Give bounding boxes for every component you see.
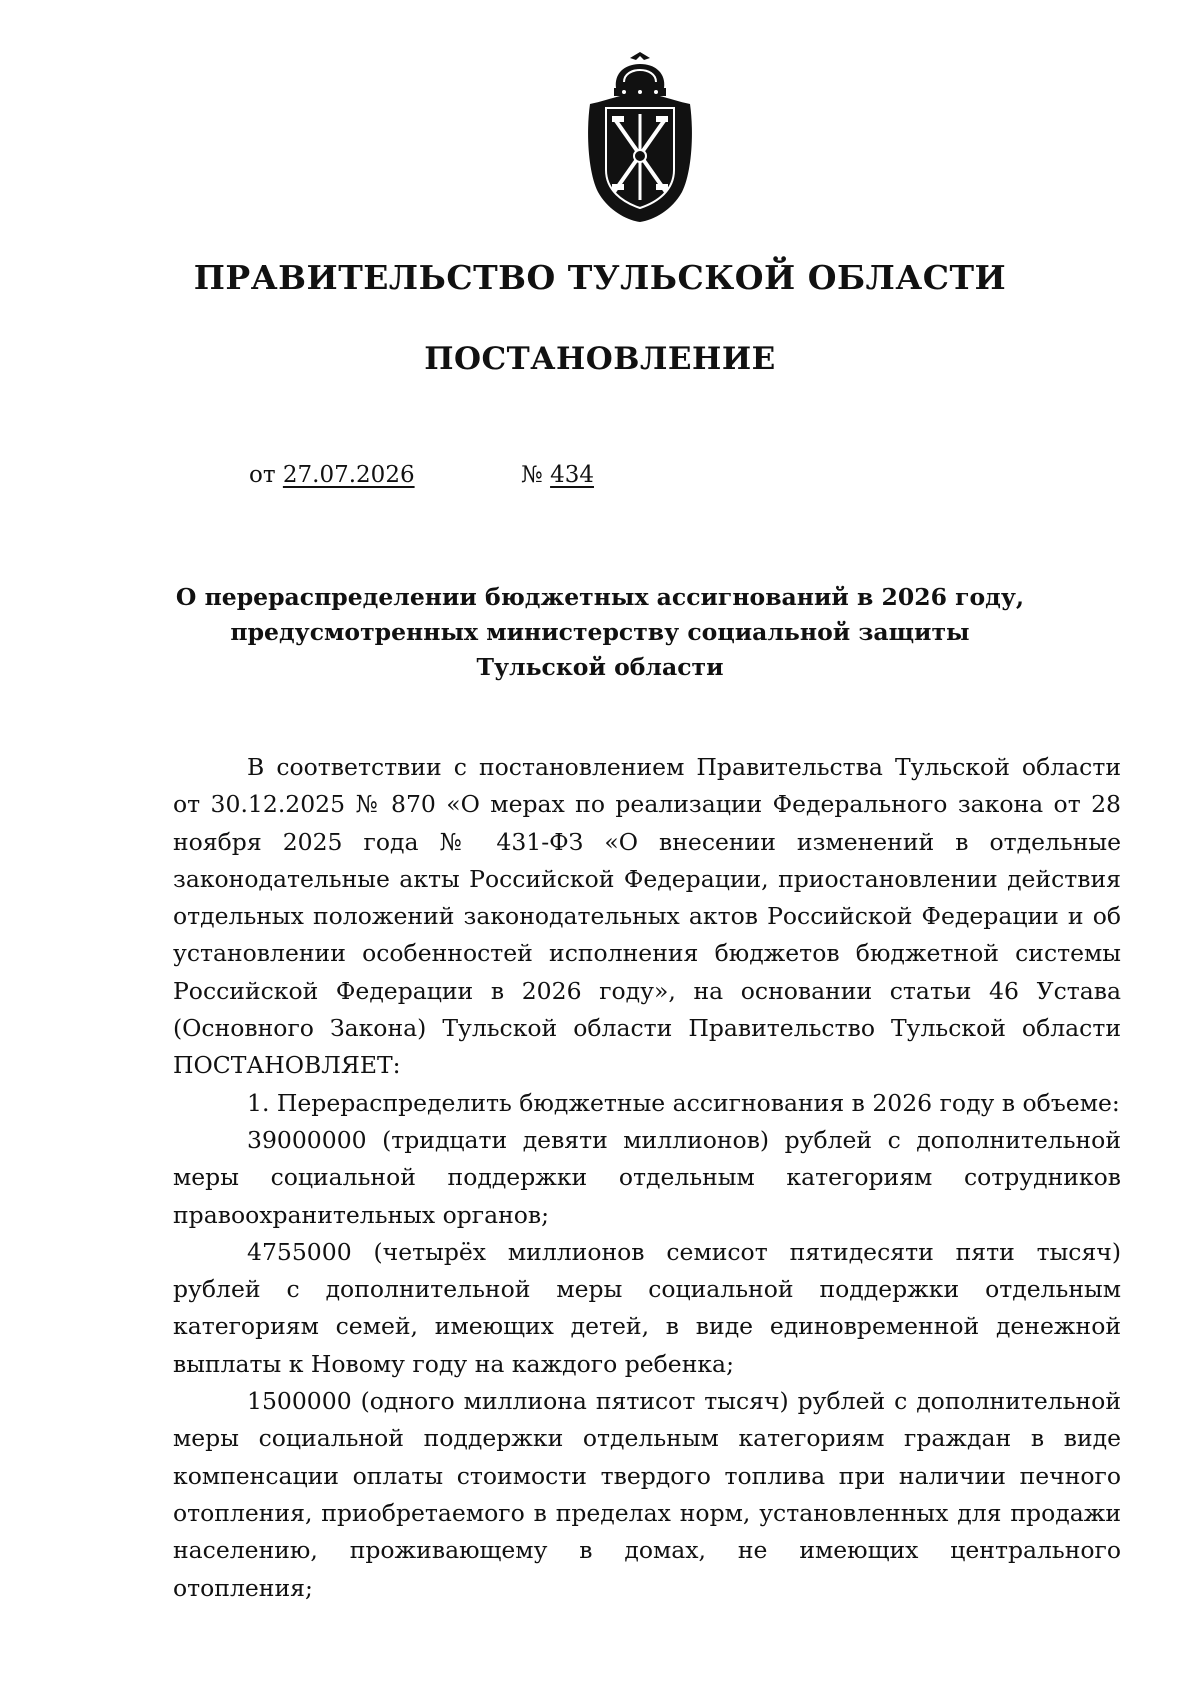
number-prefix: № — [521, 462, 543, 488]
organization-title: ПРАВИТЕЛЬСТВО ТУЛЬСКОЙ ОБЛАСТИ — [193, 258, 1007, 297]
tula-coat-of-arms-icon — [584, 52, 696, 224]
document-heading — [150, 580, 1050, 685]
preamble-paragraph: В соответствии с постановлением Правительства Тульской области от 30.12.2025 № 870 «О мерах по реализации Федерального закона от 28 ноября 2025 года № 431-ФЗ «О внесении изменений в отдельные законодательные акты Российской Федерации, приостановлении действия отдельных положений законодательных актов Российской Федерации и об установлении особенностей исполнения бюджетов бюджетной системы Российской Федерации в 2026 году», на основании статьи 46 Устава (Основного Закона) Тульской области Правительство Тульской области ПОСТАНОВЛЯЕТ: — [173, 753, 1121, 1080]
document-date: 27.07.2026 — [282, 462, 415, 488]
date-prefix: от — [249, 462, 276, 488]
date-number-row — [249, 462, 594, 488]
sum-paragraph: 1500000 (одного миллиона пятисот тысяч) рублей с дополнительной меры социальной поддержки отдельным категориям граждан в виде компенсации оплаты стоимости твердого топлива при наличии печного отопления, приобретаемого в пределах норм, установленных для продажи населению, проживающему в домах, не имеющих центрального отопления; — [173, 1387, 1121, 1602]
heading-line: предусмотренных министерству социальной защиты — [230, 618, 970, 646]
sum-paragraph: 4755000 (четырёх миллионов семисот пятидесяти пяти тысяч) рублей с дополнительной меры социальной поддержки отдельным категориям семей, имеющих детей, в виде единовременной денежной выплаты к Новому году на каждого ребенка; — [173, 1237, 1121, 1378]
document-type: ПОСТАНОВЛЕНИЕ — [424, 341, 776, 377]
document-number: 434 — [550, 462, 594, 488]
number-block — [521, 462, 594, 488]
item-paragraph: 1. Перераспределить бюджетные ассигнования в 2026 году в объеме: — [247, 1088, 1120, 1117]
heading-line: Тульской области — [476, 653, 724, 681]
sum-paragraph: 39000000 (тридцати девяти миллионов) рублей с дополнительной меры социальной поддержки отдельным категориям сотрудников правоохранительных органов; — [173, 1125, 1121, 1229]
heading-line: О перераспределении бюджетных ассигнований в 2026 году, — [175, 583, 1025, 611]
document-body — [173, 749, 1121, 1607]
